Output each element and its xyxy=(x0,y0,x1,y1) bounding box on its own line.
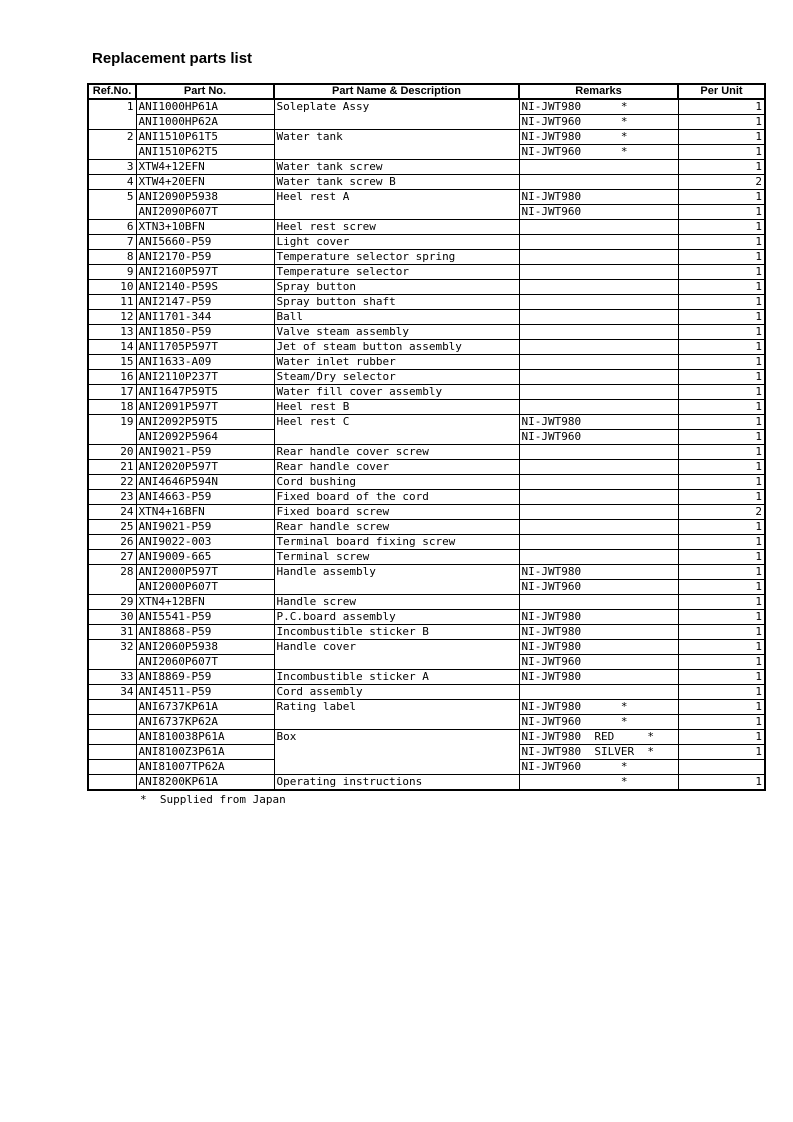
part-no-cell: ANI8200KP61A xyxy=(136,775,274,791)
parts-table-body xyxy=(88,99,765,790)
table-row xyxy=(88,595,765,610)
part-name-cell: Rear handle screw xyxy=(274,520,519,535)
part-name-cell: Incombustible sticker B xyxy=(274,625,519,640)
ref-no-cell: 19 xyxy=(88,415,136,445)
ref-no-cell: 20 xyxy=(88,445,136,460)
replacement-parts-table xyxy=(87,83,766,791)
part-no-cell: ANI1000HP61A xyxy=(136,99,274,115)
table-row xyxy=(88,340,765,355)
remarks-cell: NI-JWT980 xyxy=(519,565,678,580)
ref-no-cell: 5 xyxy=(88,190,136,220)
part-no-cell: ANI8100Z3P61A xyxy=(136,745,274,760)
part-no-cell: ANI9021-P59 xyxy=(136,445,274,460)
remarks-cell: NI-JWT960 * xyxy=(519,715,678,730)
table-row xyxy=(88,235,765,250)
per-unit-cell: 1 xyxy=(678,385,765,400)
part-no-cell: ANI1701-344 xyxy=(136,310,274,325)
remarks-cell xyxy=(519,475,678,490)
per-unit-cell: 1 xyxy=(678,430,765,445)
part-name-cell: Incombustible sticker A xyxy=(274,670,519,685)
ref-no-cell: 27 xyxy=(88,550,136,565)
per-unit-cell: 1 xyxy=(678,745,765,760)
per-unit-cell: 1 xyxy=(678,595,765,610)
part-no-cell: XTW4+12EFN xyxy=(136,160,274,175)
remarks-cell xyxy=(519,370,678,385)
table-row xyxy=(88,220,765,235)
part-no-cell: ANI2090P607T xyxy=(136,205,274,220)
table-row xyxy=(88,520,765,535)
table-row xyxy=(88,310,765,325)
remarks-cell xyxy=(519,340,678,355)
per-unit-cell: 1 xyxy=(678,610,765,625)
remarks-cell xyxy=(519,505,678,520)
header-per-unit: Per Unit xyxy=(678,84,765,99)
part-name-cell: Water tank screw B xyxy=(274,175,519,190)
part-name-cell: Box xyxy=(274,730,519,775)
table-header-row xyxy=(88,84,765,99)
part-no-cell: ANI2060P5938 xyxy=(136,640,274,655)
ref-no-cell: 14 xyxy=(88,340,136,355)
table-row xyxy=(88,160,765,175)
remarks-cell: NI-JWT960 xyxy=(519,430,678,445)
per-unit-cell: 2 xyxy=(678,175,765,190)
ref-no-cell: 2 xyxy=(88,130,136,160)
table-row xyxy=(88,565,765,580)
per-unit-cell: 1 xyxy=(678,250,765,265)
part-no-cell: ANI1510P62T5 xyxy=(136,145,274,160)
part-name-cell: Steam/Dry selector xyxy=(274,370,519,385)
remarks-cell: NI-JWT960 * xyxy=(519,115,678,130)
part-no-cell: XTW4+20EFN xyxy=(136,175,274,190)
remarks-cell xyxy=(519,220,678,235)
part-name-cell: Terminal board fixing screw xyxy=(274,535,519,550)
ref-no-cell: 12 xyxy=(88,310,136,325)
table-row xyxy=(88,460,765,475)
table-row xyxy=(88,280,765,295)
per-unit-cell: 2 xyxy=(678,505,765,520)
table-row xyxy=(88,295,765,310)
remarks-cell xyxy=(519,295,678,310)
remarks-cell xyxy=(519,520,678,535)
part-name-cell: Heel rest screw xyxy=(274,220,519,235)
part-no-cell: ANI2092P59T5 xyxy=(136,415,274,430)
part-no-cell: ANI2160P597T xyxy=(136,265,274,280)
remarks-cell xyxy=(519,550,678,565)
part-name-cell: Heel rest B xyxy=(274,400,519,415)
remarks-cell: NI-JWT980 xyxy=(519,640,678,655)
remarks-cell xyxy=(519,160,678,175)
part-no-cell: ANI4646P594N xyxy=(136,475,274,490)
part-name-cell: Terminal screw xyxy=(274,550,519,565)
header-part-name: Part Name & Description xyxy=(274,84,519,99)
remarks-cell xyxy=(519,265,678,280)
part-no-cell: ANI2000P597T xyxy=(136,565,274,580)
per-unit-cell: 1 xyxy=(678,115,765,130)
per-unit-cell: 1 xyxy=(678,130,765,145)
part-name-cell: Fixed board of the cord xyxy=(274,490,519,505)
ref-no-cell: 13 xyxy=(88,325,136,340)
header-remarks: Remarks xyxy=(519,84,678,99)
remarks-cell: NI-JWT980 RED * xyxy=(519,730,678,745)
page-title: Replacement parts list xyxy=(92,50,253,67)
per-unit-cell: 1 xyxy=(678,145,765,160)
remarks-cell xyxy=(519,325,678,340)
part-no-cell: ANI9021-P59 xyxy=(136,520,274,535)
per-unit-cell: 1 xyxy=(678,190,765,205)
per-unit-cell: 1 xyxy=(678,700,765,715)
per-unit-cell: 1 xyxy=(678,325,765,340)
part-name-cell: Water inlet rubber xyxy=(274,355,519,370)
remarks-cell: NI-JWT980 SILVER * xyxy=(519,745,678,760)
remarks-cell: NI-JWT960 xyxy=(519,205,678,220)
remarks-cell: NI-JWT980 xyxy=(519,190,678,205)
part-name-cell: Jet of steam button assembly xyxy=(274,340,519,355)
table-row xyxy=(88,685,765,700)
part-name-cell: Handle assembly xyxy=(274,565,519,595)
table-row xyxy=(88,99,765,115)
part-name-cell: Valve steam assembly xyxy=(274,325,519,340)
per-unit-cell: 1 xyxy=(678,775,765,791)
ref-no-cell: 28 xyxy=(88,565,136,595)
table-row xyxy=(88,265,765,280)
table-row xyxy=(88,355,765,370)
part-name-cell: Heel rest C xyxy=(274,415,519,445)
ref-no-cell: 8 xyxy=(88,250,136,265)
table-row xyxy=(88,775,765,791)
ref-no-cell: 11 xyxy=(88,295,136,310)
ref-no-cell: 24 xyxy=(88,505,136,520)
per-unit-cell: 1 xyxy=(678,310,765,325)
ref-no-cell: 15 xyxy=(88,355,136,370)
part-no-cell: ANI81007TP62A xyxy=(136,760,274,775)
remarks-cell xyxy=(519,280,678,295)
ref-no-cell: 33 xyxy=(88,670,136,685)
remarks-cell xyxy=(519,355,678,370)
ref-no-cell: 23 xyxy=(88,490,136,505)
part-name-cell: Rear handle cover xyxy=(274,460,519,475)
per-unit-cell: 1 xyxy=(678,265,765,280)
ref-no-cell: 21 xyxy=(88,460,136,475)
part-no-cell: ANI2110P237T xyxy=(136,370,274,385)
table-row xyxy=(88,415,765,430)
part-name-cell: Cord assembly xyxy=(274,685,519,700)
header-part-no: Part No. xyxy=(136,84,274,99)
part-no-cell: ANI8868-P59 xyxy=(136,625,274,640)
per-unit-cell: 1 xyxy=(678,235,765,250)
remarks-cell: NI-JWT960 * xyxy=(519,760,678,775)
ref-no-cell xyxy=(88,700,136,715)
table-row xyxy=(88,730,765,745)
part-name-cell: Light cover xyxy=(274,235,519,250)
part-no-cell: XTN4+12BFN xyxy=(136,595,274,610)
ref-no-cell xyxy=(88,715,136,730)
ref-no-cell: 1 xyxy=(88,99,136,130)
remarks-cell xyxy=(519,235,678,250)
table-row xyxy=(88,400,765,415)
table-row xyxy=(88,190,765,205)
part-name-cell: Spray button xyxy=(274,280,519,295)
remarks-cell xyxy=(519,595,678,610)
part-name-cell: Rating label xyxy=(274,700,519,730)
ref-no-cell: 7 xyxy=(88,235,136,250)
per-unit-cell: 1 xyxy=(678,475,765,490)
table-row xyxy=(88,670,765,685)
part-no-cell: ANI2140-P59S xyxy=(136,280,274,295)
per-unit-cell: 1 xyxy=(678,415,765,430)
remarks-cell: NI-JWT980 * xyxy=(519,130,678,145)
ref-no-cell: 25 xyxy=(88,520,136,535)
remarks-cell: * xyxy=(519,775,678,791)
part-name-cell: Temperature selector spring xyxy=(274,250,519,265)
remarks-cell: NI-JWT980 xyxy=(519,415,678,430)
table-row xyxy=(88,610,765,625)
part-no-cell: ANI2147-P59 xyxy=(136,295,274,310)
per-unit-cell: 1 xyxy=(678,205,765,220)
per-unit-cell: 1 xyxy=(678,580,765,595)
part-no-cell: ANI8869-P59 xyxy=(136,670,274,685)
part-no-cell: ANI9022-003 xyxy=(136,535,274,550)
remarks-cell: NI-JWT980 * xyxy=(519,700,678,715)
part-no-cell: ANI9009-665 xyxy=(136,550,274,565)
part-name-cell: Water fill cover assembly xyxy=(274,385,519,400)
per-unit-cell: 1 xyxy=(678,340,765,355)
part-name-cell: Water tank xyxy=(274,130,519,160)
part-name-cell: Ball xyxy=(274,310,519,325)
part-no-cell: ANI1705P597T xyxy=(136,340,274,355)
per-unit-cell: 1 xyxy=(678,685,765,700)
part-no-cell: XTN3+10BFN xyxy=(136,220,274,235)
ref-no-cell: 26 xyxy=(88,535,136,550)
part-no-cell: ANI6737KP61A xyxy=(136,700,274,715)
ref-no-cell xyxy=(88,775,136,791)
table-row xyxy=(88,505,765,520)
part-no-cell: ANI1633-A09 xyxy=(136,355,274,370)
part-no-cell: ANI5541-P59 xyxy=(136,610,274,625)
per-unit-cell: 1 xyxy=(678,520,765,535)
part-name-cell: Spray button shaft xyxy=(274,295,519,310)
remarks-cell: NI-JWT980 xyxy=(519,610,678,625)
part-name-cell: Fixed board screw xyxy=(274,505,519,520)
per-unit-cell: 1 xyxy=(678,445,765,460)
table-row xyxy=(88,370,765,385)
part-no-cell: ANI1510P61T5 xyxy=(136,130,274,145)
ref-no-cell xyxy=(88,745,136,760)
remarks-cell xyxy=(519,535,678,550)
table-row xyxy=(88,640,765,655)
part-no-cell: ANI2060P607T xyxy=(136,655,274,670)
table-row xyxy=(88,550,765,565)
per-unit-cell: 1 xyxy=(678,730,765,745)
part-name-cell: P.C.board assembly xyxy=(274,610,519,625)
part-name-cell: Cord bushing xyxy=(274,475,519,490)
remarks-cell xyxy=(519,250,678,265)
per-unit-cell: 1 xyxy=(678,400,765,415)
remarks-cell: NI-JWT960 xyxy=(519,655,678,670)
part-name-cell: Water tank screw xyxy=(274,160,519,175)
per-unit-cell xyxy=(678,760,765,775)
header-ref-no: Ref.No. xyxy=(88,84,136,99)
ref-no-cell: 16 xyxy=(88,370,136,385)
per-unit-cell: 1 xyxy=(678,640,765,655)
per-unit-cell: 1 xyxy=(678,355,765,370)
ref-no-cell: 31 xyxy=(88,625,136,640)
ref-no-cell: 29 xyxy=(88,595,136,610)
part-no-cell: ANI2170-P59 xyxy=(136,250,274,265)
remarks-cell: NI-JWT980 xyxy=(519,625,678,640)
part-name-cell: Temperature selector xyxy=(274,265,519,280)
table-row xyxy=(88,475,765,490)
remarks-cell: NI-JWT960 xyxy=(519,580,678,595)
table-row xyxy=(88,325,765,340)
per-unit-cell: 1 xyxy=(678,550,765,565)
per-unit-cell: 1 xyxy=(678,655,765,670)
remarks-cell xyxy=(519,400,678,415)
ref-no-cell: 34 xyxy=(88,685,136,700)
per-unit-cell: 1 xyxy=(678,295,765,310)
per-unit-cell: 1 xyxy=(678,565,765,580)
ref-no-cell: 10 xyxy=(88,280,136,295)
part-no-cell: ANI2000P607T xyxy=(136,580,274,595)
ref-no-cell: 32 xyxy=(88,640,136,670)
remarks-cell: NI-JWT960 * xyxy=(519,145,678,160)
per-unit-cell: 1 xyxy=(678,670,765,685)
part-no-cell: ANI2092P5964 xyxy=(136,430,274,445)
remarks-cell xyxy=(519,685,678,700)
part-no-cell: ANI1000HP62A xyxy=(136,115,274,130)
part-name-cell: Operating instructions xyxy=(274,775,519,791)
part-no-cell: ANI5660-P59 xyxy=(136,235,274,250)
part-no-cell: ANI2020P597T xyxy=(136,460,274,475)
ref-no-cell: 18 xyxy=(88,400,136,415)
per-unit-cell: 1 xyxy=(678,99,765,115)
ref-no-cell xyxy=(88,730,136,745)
remarks-cell xyxy=(519,310,678,325)
part-name-cell: Heel rest A xyxy=(274,190,519,220)
ref-no-cell: 6 xyxy=(88,220,136,235)
table-row xyxy=(88,490,765,505)
remarks-cell xyxy=(519,460,678,475)
table-row xyxy=(88,175,765,190)
part-no-cell: ANI2090P5938 xyxy=(136,190,274,205)
ref-no-cell xyxy=(88,760,136,775)
part-name-cell: Handle screw xyxy=(274,595,519,610)
remarks-cell xyxy=(519,490,678,505)
ref-no-cell: 9 xyxy=(88,265,136,280)
ref-no-cell: 17 xyxy=(88,385,136,400)
part-no-cell: ANI1850-P59 xyxy=(136,325,274,340)
remarks-cell xyxy=(519,385,678,400)
part-name-cell: Rear handle cover screw xyxy=(274,445,519,460)
table-row xyxy=(88,130,765,145)
ref-no-cell: 30 xyxy=(88,610,136,625)
per-unit-cell: 1 xyxy=(678,370,765,385)
part-no-cell: ANI4511-P59 xyxy=(136,685,274,700)
remarks-cell xyxy=(519,445,678,460)
part-no-cell: ANI2091P597T xyxy=(136,400,274,415)
per-unit-cell: 1 xyxy=(678,220,765,235)
part-name-cell: Soleplate Assy xyxy=(274,99,519,130)
per-unit-cell: 1 xyxy=(678,490,765,505)
table-row xyxy=(88,700,765,715)
part-no-cell: ANI810038P61A xyxy=(136,730,274,745)
supplied-from-japan-note: * Supplied from Japan xyxy=(140,793,286,806)
ref-no-cell: 4 xyxy=(88,175,136,190)
table-row xyxy=(88,385,765,400)
part-no-cell: ANI1647P59T5 xyxy=(136,385,274,400)
table-row xyxy=(88,535,765,550)
remarks-cell: NI-JWT980 xyxy=(519,670,678,685)
per-unit-cell: 1 xyxy=(678,280,765,295)
per-unit-cell: 1 xyxy=(678,625,765,640)
per-unit-cell: 1 xyxy=(678,535,765,550)
part-no-cell: ANI6737KP62A xyxy=(136,715,274,730)
remarks-cell: NI-JWT980 * xyxy=(519,99,678,115)
per-unit-cell: 1 xyxy=(678,460,765,475)
per-unit-cell: 1 xyxy=(678,715,765,730)
part-name-cell: Handle cover xyxy=(274,640,519,670)
per-unit-cell: 1 xyxy=(678,160,765,175)
table-row xyxy=(88,250,765,265)
ref-no-cell: 3 xyxy=(88,160,136,175)
part-no-cell: XTN4+16BFN xyxy=(136,505,274,520)
part-no-cell: ANI4663-P59 xyxy=(136,490,274,505)
table-row xyxy=(88,445,765,460)
table-row xyxy=(88,625,765,640)
remarks-cell xyxy=(519,175,678,190)
ref-no-cell: 22 xyxy=(88,475,136,490)
